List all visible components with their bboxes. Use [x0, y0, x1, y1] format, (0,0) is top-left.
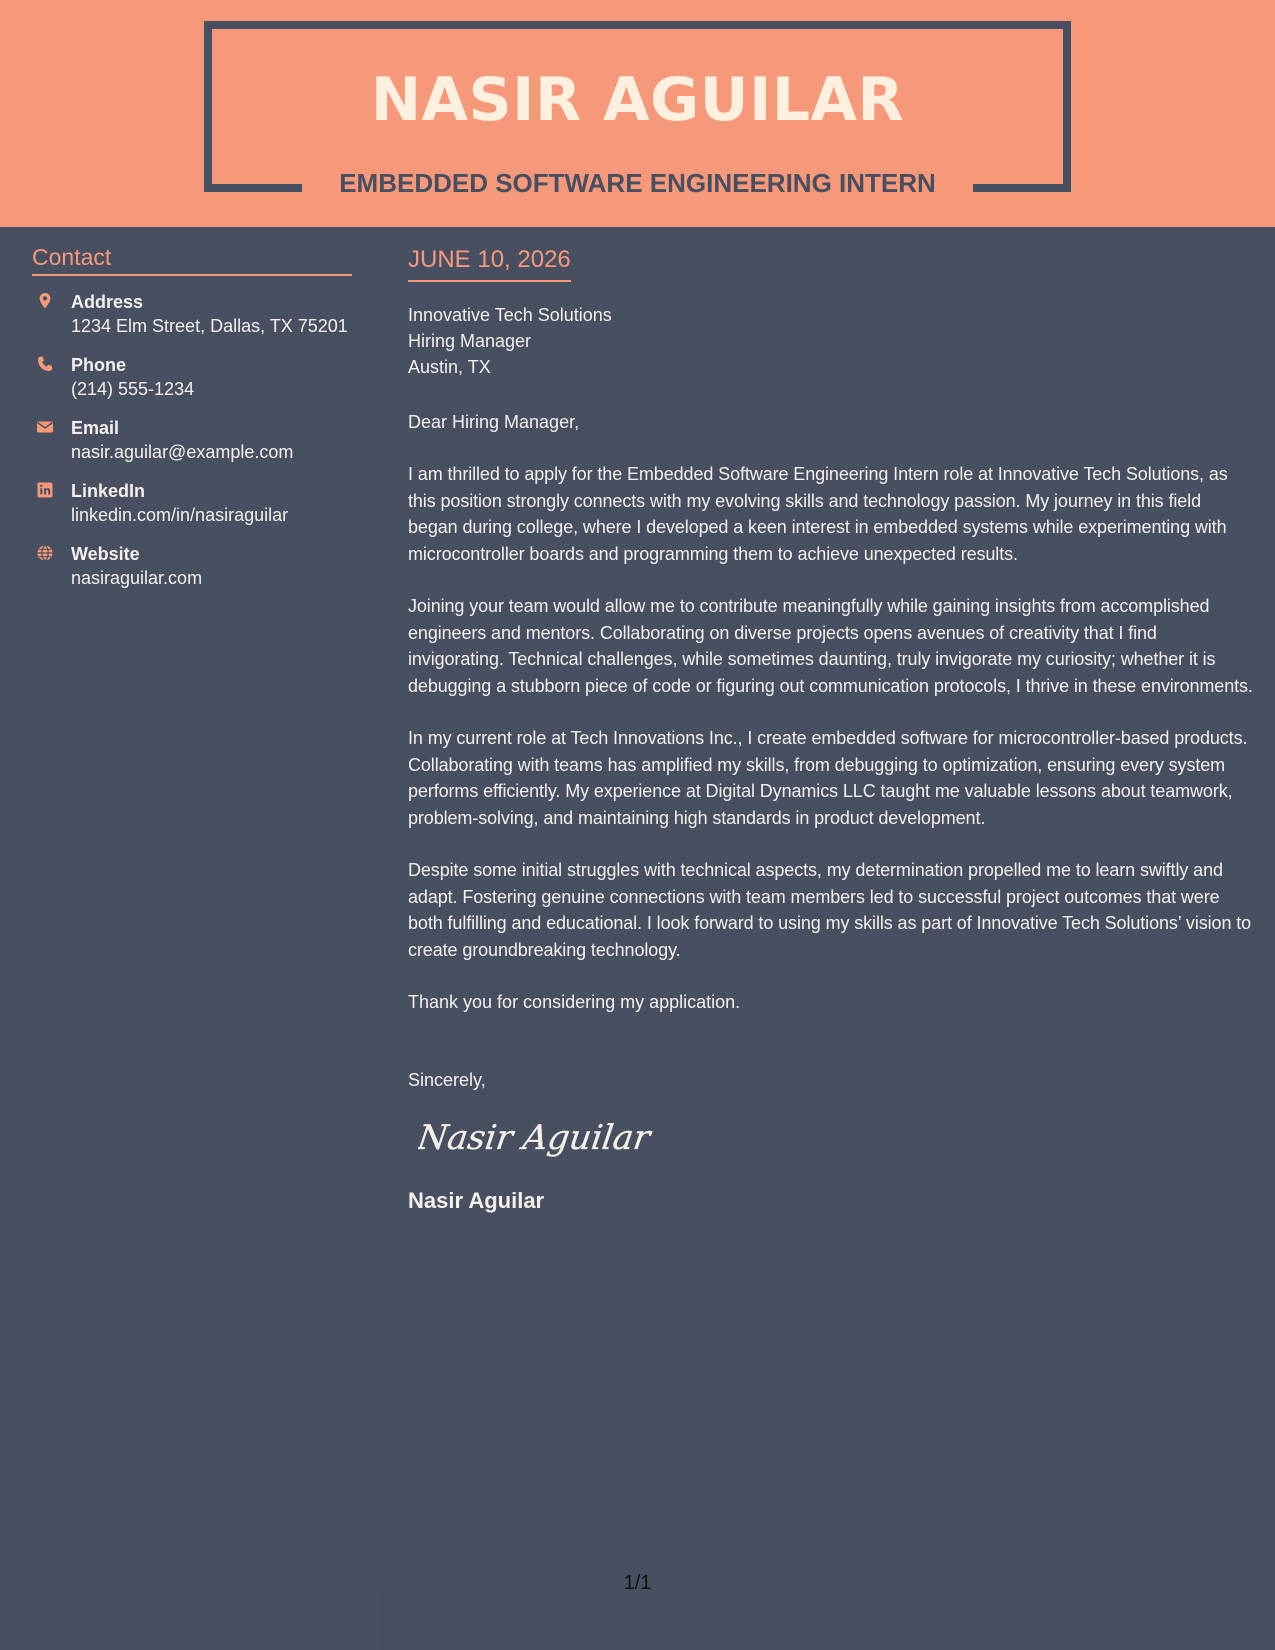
job-title: EMBEDDED SOFTWARE ENGINEERING INTERN: [339, 168, 936, 198]
contact-heading: Contact: [32, 242, 352, 276]
letter-paragraph: Joining your team would allow me to contribute meaningfully while gaining insights from accomplished engineers and mentors. Collaborating on diverse projects opens avenues of creativity that I find invigorating. Technical challenges, while sometimes daunting, truly invigorate my curiosity; whether it is debugging a stubborn piece of code or figuring out communication protocols, I thrive in these environments.: [408, 596, 1253, 696]
letter-paragraph: In my current role at Tech Innovations Inc., I create embedded software for microcontroller-based products. Collaborating with teams has amplified my skills, from debugging to optimization, ensuring every system performs efficiently. My experience at Digital Dynamics LLC taught me valuable lessons about teamwork, problem-solving, and maintaining high standards in product development.: [408, 728, 1248, 828]
letter-date: JUNE 10, 2026: [408, 245, 571, 282]
recipient-company: Innovative Tech Solutions: [408, 305, 612, 325]
contact-value: nasiraguilar.com: [71, 568, 203, 588]
contact-label: Email: [71, 418, 120, 438]
contact-value: (214) 555-1234: [71, 379, 195, 399]
closing: Sincerely,: [408, 1070, 486, 1090]
contact-label: Phone: [71, 355, 127, 375]
letter-body: [408, 245, 1253, 1216]
contact-value: nasir.aguilar@example.com: [71, 442, 294, 462]
envelope-icon: [36, 418, 54, 436]
svg-text:Nasir Aguilar: Nasir Aguilar: [418, 1118, 653, 1158]
recipient-location: Austin, TX: [408, 357, 491, 377]
signer-name: Nasir Aguilar: [408, 1188, 545, 1213]
contact-label: Address: [71, 292, 144, 312]
recipient-block: [408, 302, 1253, 380]
contact-item-linkedin: [32, 479, 352, 527]
letter-paragraph: Despite some initial struggles with technical aspects, my determination propelled me to learn swiftly and adapt. Fostering genuine connections with team members led to successful project outcomes that were both fulfilling and educational. I look forward to using my skills as part of Innovative Tech Solutions’ vision to create groundbreaking technology.: [408, 860, 1252, 960]
contact-item-website: [32, 542, 352, 590]
salutation: Dear Hiring Manager,: [408, 412, 580, 432]
page-number: 1/1: [623, 1572, 652, 1594]
linkedin-icon: [36, 481, 54, 499]
contact-sidebar: [32, 242, 352, 605]
handwritten-signature: [418, 1109, 678, 1169]
thank-you-line: Thank you for considering my application.: [408, 992, 741, 1012]
contact-item-email: [32, 416, 352, 464]
header-banner: [0, 0, 1275, 227]
contact-label: LinkedIn: [71, 481, 146, 501]
contact-value: linkedin.com/in/nasiraguilar: [71, 505, 289, 525]
contact-label: Website: [71, 544, 140, 564]
contact-value: 1234 Elm Street, Dallas, TX 75201: [71, 316, 348, 336]
recipient-title: Hiring Manager: [408, 331, 532, 351]
applicant-name: NASIR AGUILAR: [370, 65, 905, 135]
phone-icon: [36, 355, 54, 373]
contact-item-phone: [32, 353, 352, 401]
globe-icon: [36, 544, 54, 562]
letter-paragraph: I am thrilled to apply for the Embedded Software Engineering Intern role at Innovative Tech Solutions, as this position strongly connects with my evolving skills and technology passion. My journey in this field began during college, where I developed a keen interest in embedded systems while experimenting with microcontroller boards and programming them to achieve unexpected results.: [408, 464, 1228, 564]
contact-item-address: [32, 290, 352, 338]
location-pin-icon: [36, 292, 54, 310]
